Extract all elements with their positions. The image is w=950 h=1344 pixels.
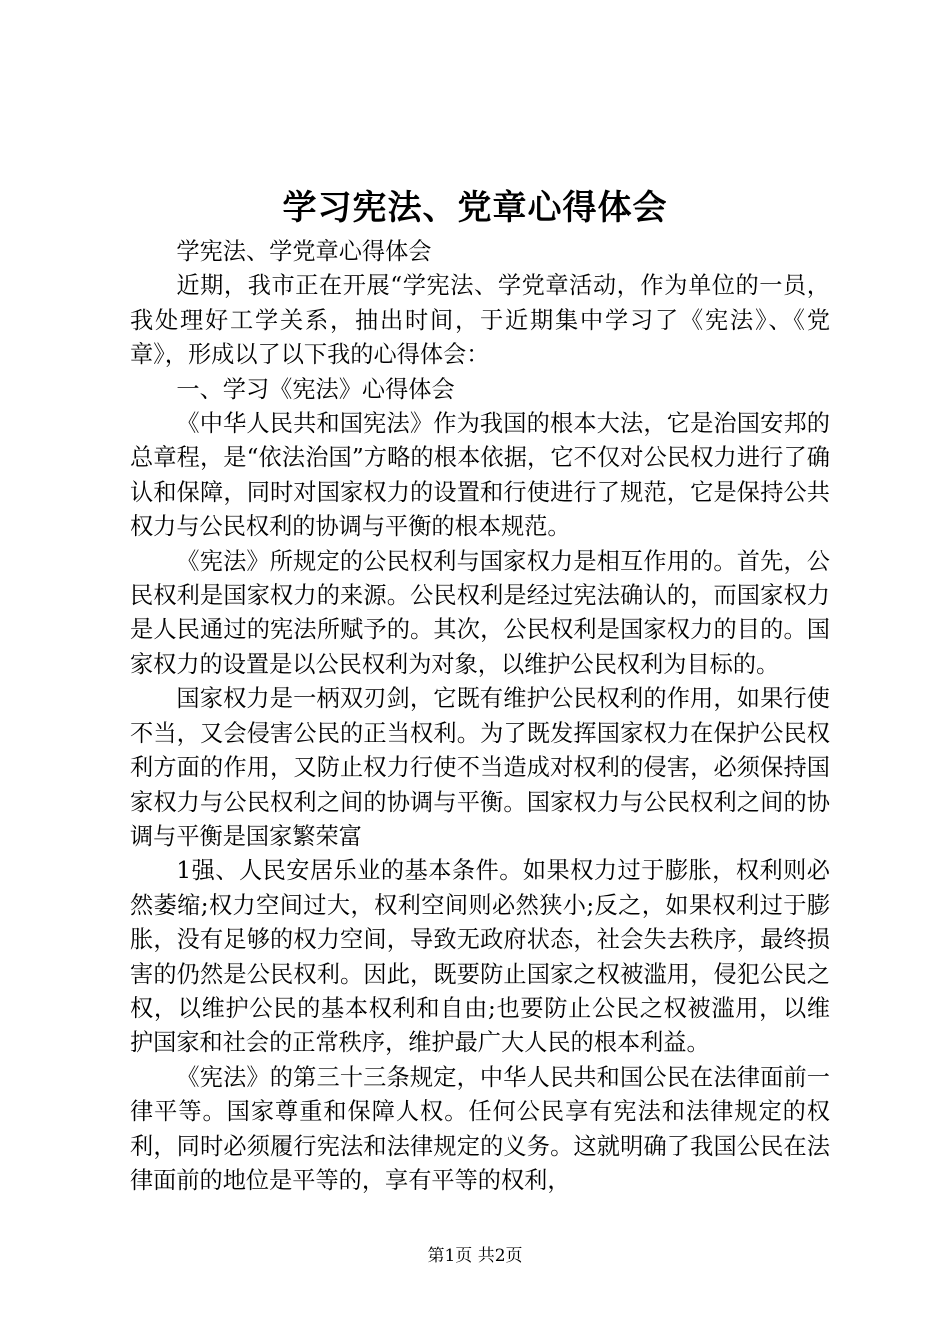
paragraph-subtitle: 学宪法、学党章心得体会 (176, 238, 432, 265)
paragraph: 《宪法》所规定的公民权利与国家权力是相互作用的。首先，公民权利是国家权力的来源。公民权利是经过宪法确认的，而国家权力是人民通过的宪法所赋予的。其次，公民权利是国家权力的目的。国家权力的设置是以公民权利为对象，以维护公民权利为目标的。 (130, 547, 830, 678)
paragraph: 《宪法》的第三十三条规定，中华人民共和国公民在法律面前一律平等。国家尊重和保障人权。任何公民享有宪法和法律规定的权利，同时必须履行宪法和法律规定的义务。这就明确了我国公民在法律面前的地位是平等的，享有平等的权利， (130, 1063, 830, 1194)
paragraph-intro: 近期，我市正在开展“学宪法、学党章活动，作为单位的一员，我处理好工学关系，抽出时间，于近期集中学习了《宪法》、《党章》，形成以了以下我的心得体会： (130, 272, 830, 369)
document-title: 学习宪法、党章心得体会 (282, 188, 668, 228)
paragraph: 《中华人民共和国宪法》作为我国的根本大法，它是治国安邦的总章程，是“依法治国”方略的根本依据，它不仅对公民权力进行了确认和保障，同时对国家权力的设置和行使进行了规范，它是保持公共权力与公民权利的协调与平衡的根本规范。 (130, 410, 830, 541)
page-number-footer: 第1页 共2页 (427, 1246, 523, 1266)
paragraph: 1强、人民安居乐业的基本条件。如果权力过于膨胀，权利则必然萎缩;权力空间过大，权利空间则必然狭小;反之，如果权利过于膨胀，没有足够的权力空间，导致无政府状态，社会失去秩序，最终损害的仍然是公民权利。因此，既要防止国家之权被滥用，侵犯公民之权，以维护公民的基本权利和自由;也要防止公民之权被滥用，以维护国家和社会的正常秩序，维护最广大人民的根本利益。 (130, 857, 830, 1057)
paragraph: 国家权力是一柄双刃剑，它既有维护公民权利的作用，如果行使不当，又会侵害公民的正当权利。为了既发挥国家权力在保护公民权利方面的作用，又防止权力行使不当造成对权利的侵害，必须保持国家权力与公民权利之间的协调与平衡。国家权力与公民权利之间的协调与平衡是国家繁荣富 (130, 685, 830, 850)
document-body (130, 235, 830, 1198)
section-heading: 一、学习《宪法》心得体会 (176, 375, 455, 403)
